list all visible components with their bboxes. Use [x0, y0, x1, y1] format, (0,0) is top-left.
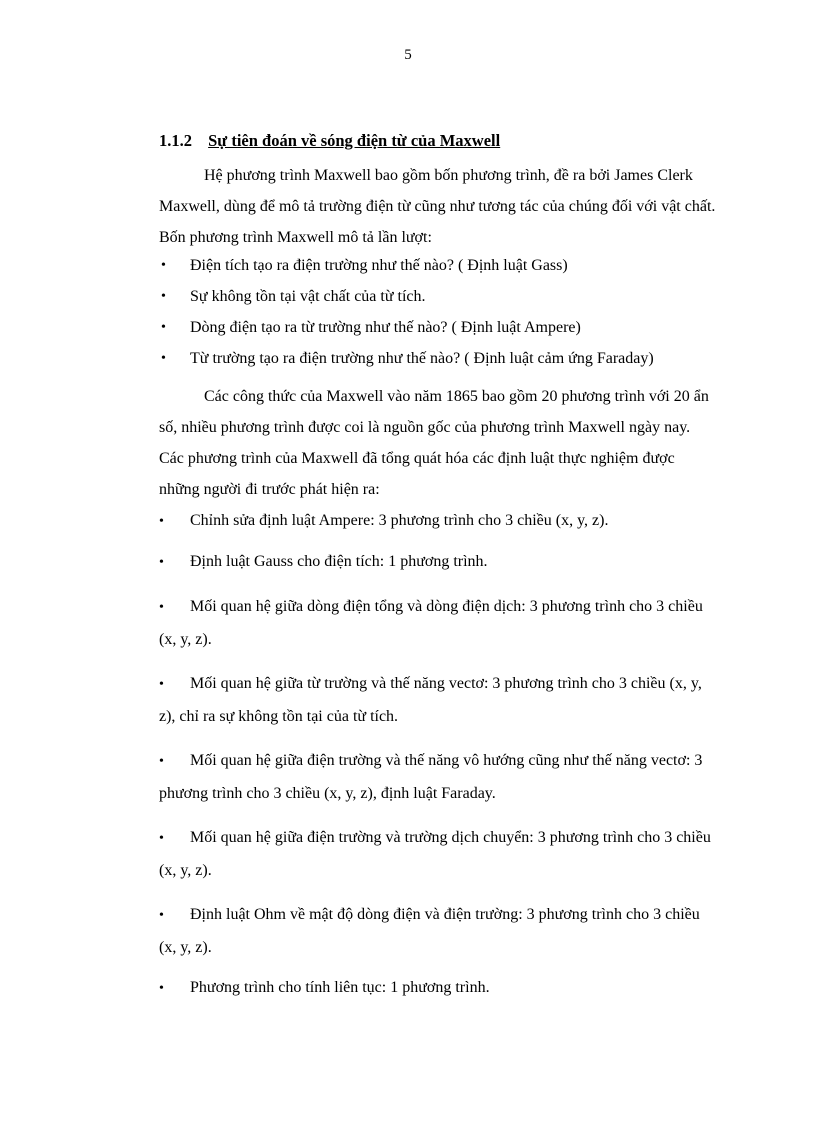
bullet-icon: •	[159, 981, 164, 996]
bullet-icon: •	[159, 754, 164, 769]
bullet-icon: •	[161, 351, 166, 366]
list-item: • Phương trình cho tính liên tục: 1 phương trình.	[159, 976, 719, 1001]
bullet-icon: •	[161, 289, 166, 304]
list-item: • Sự không tồn tại vật chất của từ tích.	[161, 288, 426, 305]
bullet-icon: •	[159, 908, 164, 923]
maxwell-equations-list	[159, 257, 719, 368]
list-item: • Mối quan hệ giữa điện trường và trường dịch chuyển: 3 phương trình cho 3 chiều (x, y, z).	[159, 822, 719, 887]
list-item: • Chỉnh sửa định luật Ampere: 3 phương trình cho 3 chiều (x, y, z).	[159, 509, 719, 534]
second-paragraph: Các công thức của Maxwell vào năm 1865 bao gồm 20 phương trình với 20 ẩn số, nhiều phương trình được coi là nguồn gốc của phương trình Maxwell ngày nay. Các phương trình của Maxwell đã tổng quát hóa các định luật thực nghiệm được những người đi trước phát hiện ra:	[159, 388, 709, 498]
bullet-icon: •	[159, 677, 164, 692]
page-number: 5	[404, 47, 412, 63]
list-item: • Định luật Gauss cho điện tích: 1 phương trình.	[159, 550, 719, 575]
bullet-icon: •	[161, 258, 166, 273]
bullet-icon: •	[159, 555, 164, 570]
list-item: • Từ trường tạo ra điện trường như thế nào? ( Định luật cảm ứng Faraday)	[161, 350, 654, 367]
list-item: • Dòng điện tạo ra từ trường như thế nào? ( Định luật Ampere)	[161, 319, 581, 336]
list-item: • Mối quan hệ giữa từ trường và thế năng vectơ: 3 phương trình cho 3 chiều (x, y, z), chỉ ra sự không tồn tại của từ tích.	[159, 668, 719, 733]
list-item: • Mối quan hệ giữa dòng điện tổng và dòng điện dịch: 3 phương trình cho 3 chiều (x, y, z).	[159, 591, 719, 656]
section-title: Sự tiên đoán về sóng điện từ của Maxwell	[208, 131, 501, 150]
bullet-icon: •	[159, 831, 164, 846]
bullet-icon: •	[161, 320, 166, 335]
empirical-laws-list	[159, 509, 719, 1001]
bullet-icon: •	[159, 600, 164, 615]
bullet-icon: •	[159, 514, 164, 529]
document-body	[159, 131, 719, 1017]
list-item: • Định luật Ohm về mật độ dòng điện và điện trường: 3 phương trình cho 3 chiều (x, y, z).	[159, 899, 719, 964]
list-item: • Mối quan hệ giữa điện trường và thế năng vô hướng cũng như thế năng vectơ: 3 phương trình cho 3 chiều (x, y, z), định luật Faraday.	[159, 745, 719, 810]
list-item: • Điện tích tạo ra điện trường như thế nào? ( Định luật Gass)	[161, 257, 568, 274]
section-number: 1.1.2	[159, 131, 192, 150]
section-heading	[159, 131, 719, 151]
intro-paragraph: Hệ phương trình Maxwell bao gồm bốn phương trình, đề ra bởi James Clerk Maxwell, dùng để mô tả trường điện từ cũng như tương tác của chúng đối với vật chất. Bốn phương trình Maxwell mô tả lần lượt:	[159, 167, 716, 246]
